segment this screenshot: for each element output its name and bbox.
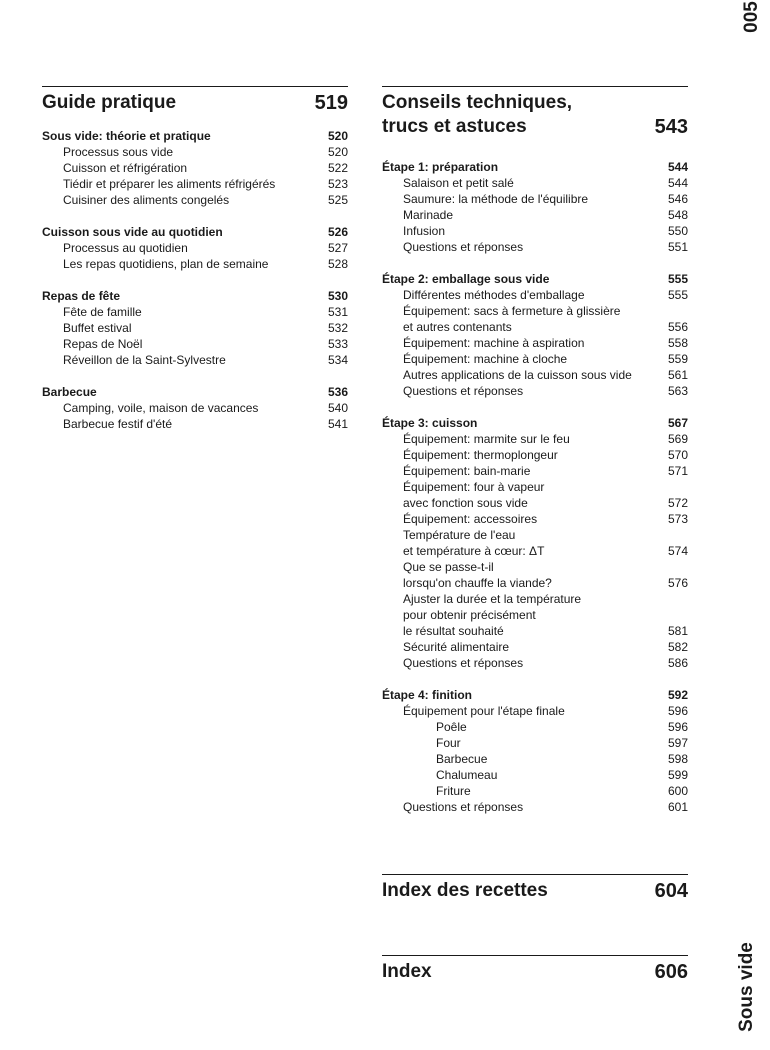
entry-label: Équipement: machine à cloche [403, 352, 568, 366]
entry-label: Ajuster la durée et la température [403, 592, 582, 606]
section-page: 536 [327, 385, 348, 399]
entry-label: Four [436, 736, 461, 750]
entry-label: Salaison et petit salé [403, 176, 514, 190]
section-title: Repas de fête [42, 289, 121, 303]
toc-entry[interactable] [382, 767, 688, 783]
entry-label: avec fonction sous vide [403, 496, 528, 510]
toc-entry[interactable] [382, 575, 688, 591]
entry-label: Équipement: four à vapeur [403, 480, 545, 494]
entry-label: Réveillon de la Saint-Sylvestre [63, 353, 226, 367]
part-heading[interactable] [42, 87, 348, 115]
entry-label: Questions et réponses [403, 384, 524, 398]
part-heading[interactable] [382, 956, 688, 984]
entry-label: Buffet estival [63, 321, 132, 335]
section-heading[interactable] [382, 159, 688, 175]
toc-entry[interactable] [382, 751, 688, 767]
entry-page: 573 [667, 512, 688, 526]
entry-label: Questions et réponses [403, 656, 524, 670]
entry-label: et température à cœur: ΔT [403, 544, 545, 558]
entry-label: Équipement pour l'étape finale [403, 704, 565, 718]
entry-page: 581 [667, 624, 688, 638]
entry-label: et autres contenants [403, 320, 512, 334]
entry-page: 548 [667, 208, 688, 222]
book-title-vertical: Sous vide [736, 942, 757, 1032]
toc-section [382, 159, 688, 255]
entry-label: Fête de famille [63, 305, 142, 319]
part-heading[interactable] [382, 87, 688, 139]
entry-page: 596 [667, 704, 688, 718]
entry-label: Processus sous vide [63, 145, 174, 159]
entry-page: 528 [327, 257, 348, 271]
toc-entry[interactable] [382, 447, 688, 463]
entry-label: Équipement: thermoplongeur [403, 448, 558, 462]
part-title: Index des recettes [382, 880, 548, 901]
entry-label: Questions et réponses [403, 800, 524, 814]
toc-section [42, 384, 348, 432]
entry-page: 540 [327, 401, 348, 415]
toc-entry[interactable] [382, 607, 688, 623]
toc-entry[interactable] [382, 591, 688, 607]
toc-recipe-index [382, 874, 688, 903]
toc-entry[interactable] [382, 799, 688, 815]
entry-label: Équipement: machine à aspiration [403, 336, 585, 350]
entry-label: Équipement: marmite sur le feu [403, 432, 570, 446]
entry-label: Repas de Noël [63, 337, 143, 351]
entry-page: 555 [667, 288, 688, 302]
entry-page: 556 [667, 320, 688, 334]
entry-label: Cuisson et réfrigération [63, 161, 188, 175]
toc-entry[interactable] [382, 511, 688, 527]
toc-entry[interactable] [382, 319, 688, 335]
toc-entry[interactable] [382, 639, 688, 655]
section-heading[interactable] [382, 415, 688, 431]
section-title: Cuisson sous vide au quotidien [42, 225, 223, 239]
toc-entry[interactable] [42, 160, 348, 176]
toc-entry[interactable] [382, 383, 688, 399]
entry-label: Poêle [436, 720, 467, 734]
entry-page: 599 [667, 768, 688, 782]
entry-label: Température de l'eau [403, 528, 516, 542]
entry-page: 558 [667, 336, 688, 350]
entry-page: 563 [667, 384, 688, 398]
entry-label: Camping, voile, maison de vacances [63, 401, 259, 415]
toc-entry[interactable] [382, 719, 688, 735]
toc-entry[interactable] [382, 735, 688, 751]
toc-entry[interactable] [382, 223, 688, 239]
toc-entry[interactable] [42, 144, 348, 160]
entry-page: 522 [327, 161, 348, 175]
entry-label: Que se passe-t-il [403, 560, 494, 574]
entry-page: 534 [327, 353, 348, 367]
part-title: Guide pratique [42, 92, 177, 113]
entry-page: 527 [327, 241, 348, 255]
entry-page: 520 [327, 145, 348, 159]
toc-entry[interactable] [42, 256, 348, 272]
toc-entry[interactable] [382, 335, 688, 351]
toc-part-conseils-techniques [382, 86, 688, 831]
entry-page: 532 [327, 321, 348, 335]
entry-label: Chalumeau [436, 768, 498, 782]
toc-section [42, 128, 348, 208]
section-page: 567 [667, 416, 688, 430]
section-title: Étape 1: préparation [382, 160, 499, 174]
section-page: 592 [667, 688, 688, 702]
toc-entry[interactable] [42, 192, 348, 208]
section-heading[interactable] [382, 271, 688, 287]
entry-page: 531 [327, 305, 348, 319]
toc-entry[interactable] [42, 416, 348, 432]
toc-entry[interactable] [42, 240, 348, 256]
section-title: Sous vide: théorie et pratique [42, 129, 211, 143]
toc-entry[interactable] [42, 176, 348, 192]
entry-label: Les repas quotidiens, plan de semaine [63, 257, 269, 271]
toc-entry[interactable] [42, 352, 348, 368]
toc-entry[interactable] [382, 559, 688, 575]
section-page: 555 [667, 272, 688, 286]
entry-page: 574 [667, 544, 688, 558]
entry-page: 598 [667, 752, 688, 766]
toc-entry[interactable] [382, 239, 688, 255]
entry-label: Différentes méthodes d'emballage [403, 288, 585, 302]
entry-page: 571 [667, 464, 688, 478]
entry-label: Saumure: la méthode de l'équilibre [403, 192, 589, 206]
entry-page: 533 [327, 337, 348, 351]
toc-entry[interactable] [382, 367, 688, 383]
entry-page: 551 [667, 240, 688, 254]
entry-page: 544 [667, 176, 688, 190]
entry-label: Équipement: accessoires [403, 512, 538, 526]
toc-section [382, 271, 688, 399]
part-page: 543 [654, 116, 688, 138]
entry-page: 586 [667, 656, 688, 670]
entry-label: Barbecue [436, 752, 488, 766]
toc-entry[interactable] [382, 303, 688, 319]
entry-page: 600 [667, 784, 688, 798]
part-page: 604 [654, 880, 688, 902]
section-title: Étape 3: cuisson [382, 416, 478, 430]
entry-page: 570 [667, 448, 688, 462]
entry-page: 546 [667, 192, 688, 206]
toc-section [382, 687, 688, 815]
entry-page: 572 [667, 496, 688, 510]
entry-label: Questions et réponses [403, 240, 524, 254]
entry-page: 601 [667, 800, 688, 814]
toc-entry[interactable] [382, 351, 688, 367]
toc-section [42, 224, 348, 272]
part-title-line: trucs et astuces [382, 116, 527, 137]
toc-entry[interactable] [382, 287, 688, 303]
toc-entry[interactable] [42, 320, 348, 336]
section-page: 530 [327, 289, 348, 303]
part-title [382, 91, 655, 139]
section-heading[interactable] [42, 384, 348, 400]
part-title-line: Conseils techniques, [382, 92, 573, 113]
toc-entry[interactable] [382, 655, 688, 671]
toc-entry[interactable] [382, 703, 688, 719]
toc-entry[interactable] [42, 304, 348, 320]
toc-entry[interactable] [382, 191, 688, 207]
toc-entry[interactable] [382, 623, 688, 639]
entry-label: Marinade [403, 208, 454, 222]
entry-label: le résultat souhaité [403, 624, 504, 638]
toc-entry[interactable] [382, 543, 688, 559]
entry-label: Cuisiner des aliments congelés [63, 193, 230, 207]
toc-entry[interactable] [382, 175, 688, 191]
entry-label: Sécurité alimentaire [403, 640, 510, 654]
entry-page: 541 [327, 417, 348, 431]
toc-entry[interactable] [382, 783, 688, 799]
part-heading[interactable] [382, 875, 688, 903]
entry-label: Friture [436, 784, 471, 798]
page-number: 005 [741, 1, 762, 33]
entry-page: 523 [327, 177, 348, 191]
section-title: Barbecue [42, 385, 97, 399]
entry-label: Processus au quotidien [63, 241, 188, 255]
entry-page: 569 [667, 432, 688, 446]
entry-label: Tiédir et préparer les aliments réfrigérés [63, 177, 276, 191]
toc-entry[interactable] [42, 336, 348, 352]
toc-entry[interactable] [382, 479, 688, 495]
toc-entry[interactable] [382, 207, 688, 223]
toc-entry[interactable] [382, 495, 688, 511]
section-title: Étape 2: emballage sous vide [382, 272, 550, 286]
entry-label: Équipement: bain-marie [403, 464, 531, 478]
toc-entry[interactable] [382, 527, 688, 543]
entry-label: pour obtenir précisément [403, 608, 536, 622]
toc-entry[interactable] [42, 400, 348, 416]
section-list [382, 159, 688, 815]
toc-section [42, 288, 348, 368]
section-title: Étape 4: finition [382, 688, 472, 702]
entry-page: 582 [667, 640, 688, 654]
toc-entry[interactable] [382, 431, 688, 447]
entry-label: lorsqu'on chauffe la viande? [403, 576, 552, 590]
part-page: 606 [654, 961, 688, 983]
section-page: 520 [327, 129, 348, 143]
toc-entry[interactable] [382, 463, 688, 479]
section-heading[interactable] [42, 288, 348, 304]
entry-page: 525 [327, 193, 348, 207]
section-heading[interactable] [42, 128, 348, 144]
section-heading[interactable] [42, 224, 348, 240]
toc-section [382, 415, 688, 671]
section-page: 544 [667, 160, 688, 174]
entry-label: Autres applications de la cuisson sous vide [403, 368, 632, 382]
section-heading[interactable] [382, 687, 688, 703]
toc-index [382, 955, 688, 984]
toc-part-guide-pratique [42, 86, 348, 448]
entry-label: Barbecue festif d'été [63, 417, 173, 431]
entry-page: 596 [667, 720, 688, 734]
entry-label: Infusion [403, 224, 446, 238]
entry-page: 561 [667, 368, 688, 382]
entry-label: Équipement: sacs à fermeture à glissière [403, 304, 621, 318]
section-page: 526 [327, 225, 348, 239]
part-page: 519 [314, 92, 348, 114]
entry-page: 597 [667, 736, 688, 750]
entry-page: 559 [667, 352, 688, 366]
part-title: Index [382, 961, 432, 982]
entry-page: 576 [667, 576, 688, 590]
entry-page: 550 [667, 224, 688, 238]
section-list [42, 128, 348, 432]
